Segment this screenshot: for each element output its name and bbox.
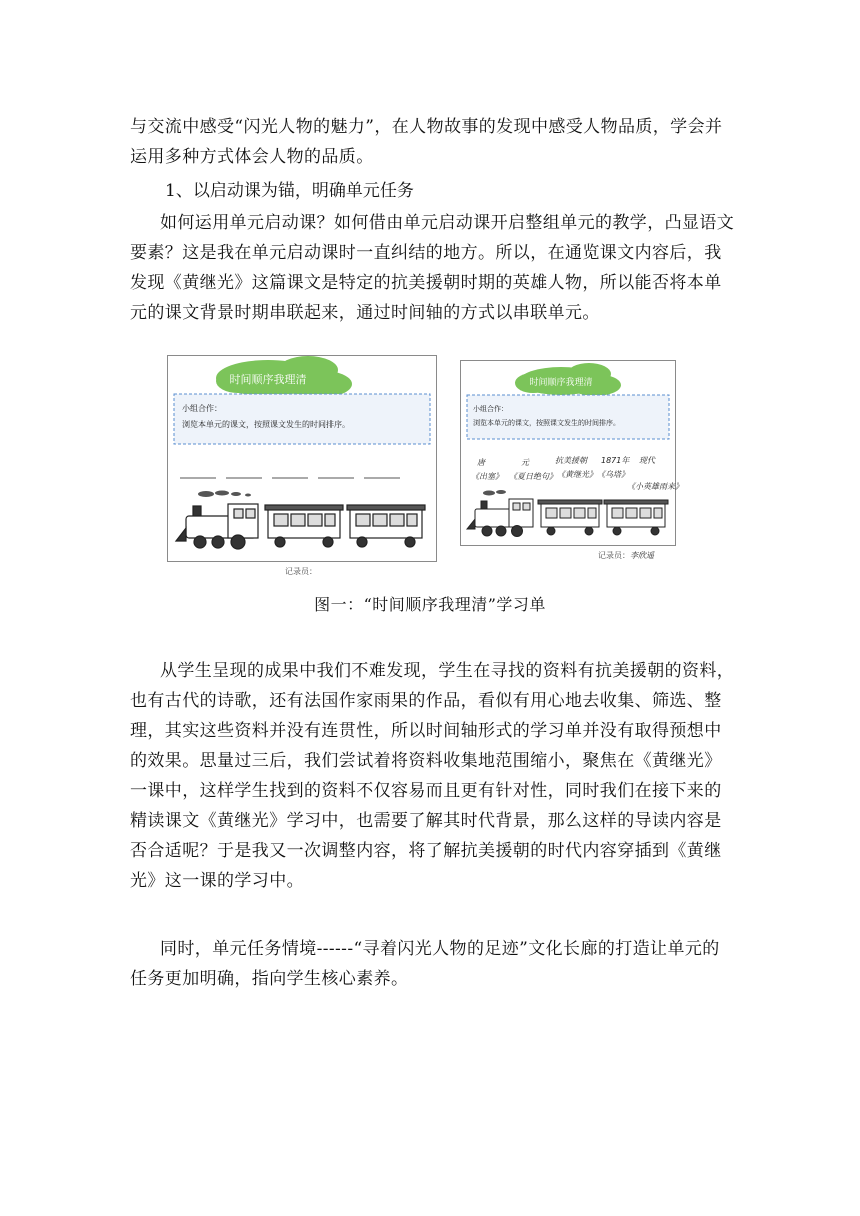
train-car-1 bbox=[265, 505, 343, 547]
handwritten-note: 现代 bbox=[639, 456, 655, 465]
handwritten-note: 《乌塔》 bbox=[597, 470, 629, 479]
handwritten-note: 《夏日绝句》 bbox=[509, 472, 557, 481]
paragraph-findings: 从学生呈现的成果中我们不难发现，学生在寻找的资料有抗美援朝的资料，也有古代的诗歌，还有法国作家雨果的作品，看似有用心地去收集、筛选、整理，其实这些资料并没有连贯性，所以时间轴形式的学习单并没有取得预想中的效果。思量过三后，我们尝试着将资料收集地范围缩小，聚焦在《黄继光》一课中，这样学生找到的资料不仅容易而且更有针对性，同时我们在接下来的精读课文《黄继光》学习中，也需要了解其时代背景，那么这样的导读内容是否合适呢？于是我又一次调整内容，将了解抗美援朝的时代内容穿插到《黄继光》这一课的学习中。 bbox=[130, 661, 735, 891]
task-box bbox=[467, 395, 669, 439]
cloud-title: 时间顺序我理清 bbox=[229, 373, 307, 386]
handwritten-note: 《小英雄雨来》 bbox=[627, 482, 683, 491]
recorder-label: 记录员： bbox=[598, 551, 630, 560]
train-car-2 bbox=[604, 500, 668, 535]
paragraph-intro: 与交流中感受“闪光人物的魅力”，在人物故事的发现中感受人物品质，学会并运用多种方式体会人物的品质。 bbox=[130, 117, 723, 167]
train-car-1 bbox=[538, 500, 602, 535]
worksheet-blank bbox=[167, 355, 435, 580]
figure-caption: 图一：“时间顺序我理清”学习单 bbox=[314, 595, 546, 614]
paragraph-task-context: 同时，单元任务情境------“寻着闪光人物的足迹”文化长廊的打造让单元的任务更加明确，指向学生核心素养。 bbox=[130, 939, 720, 989]
cloud-title: 时间顺序我理清 bbox=[529, 378, 593, 388]
task-text: 浏览本单元的课文，按照课文发生的时间排序。 bbox=[473, 419, 620, 427]
train-car-2 bbox=[347, 505, 425, 547]
task-label: 小组合作： bbox=[182, 404, 222, 413]
handwritten-note: 唐 bbox=[477, 458, 485, 467]
worksheet-blank-illustration bbox=[168, 356, 436, 561]
section-heading: 1、以启动课为锚，明确单元任务 bbox=[165, 181, 414, 201]
recorder-label: 记录员： bbox=[285, 567, 317, 576]
handwritten-note: 抗美援朝 bbox=[555, 456, 587, 465]
worksheet-filled-illustration bbox=[461, 361, 683, 545]
recorder-line bbox=[598, 550, 654, 561]
worksheet-filled bbox=[460, 360, 683, 565]
handwritten-note: 元 bbox=[521, 458, 529, 467]
train-locomotive bbox=[176, 504, 258, 549]
handwritten-note: 1871年 bbox=[601, 456, 630, 465]
handwritten-note: 《出塞》 bbox=[471, 472, 503, 481]
train-smoke bbox=[483, 490, 506, 496]
task-label: 小组合作： bbox=[473, 405, 508, 413]
recorder-name: 李欣遥 bbox=[630, 551, 654, 560]
handwritten-note: 《黄继光》 bbox=[557, 470, 597, 479]
task-text: 浏览本单元的课文，按照课文发生的时间排序。 bbox=[182, 420, 350, 429]
paragraph-launch-lesson: 如何运用单元启动课？如何借由单元启动课开启整组单元的教学，凸显语文要素？这是我在单元启动课时一直纠结的地方。所以，在通览课文内容后，我发现《黄继光》这篇课文是特定的抗美援朝时期的英雄人物，所以能否将本单元的课文背景时期串联起来，通过时间轴的方式以串联单元。 bbox=[130, 213, 735, 323]
train-locomotive bbox=[467, 499, 533, 537]
task-box bbox=[174, 394, 430, 444]
train-smoke bbox=[198, 491, 251, 498]
